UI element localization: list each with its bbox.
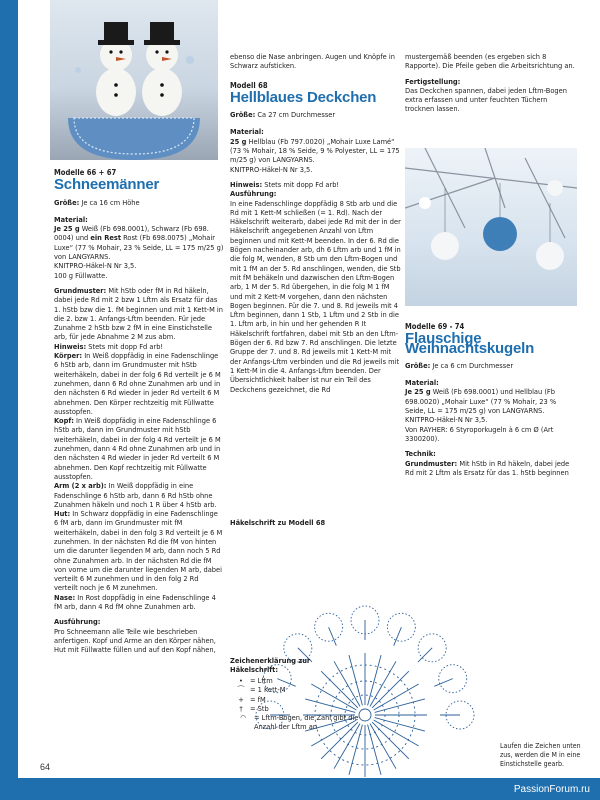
snowman-photo — [50, 0, 218, 160]
chart-stitch-stb — [434, 679, 452, 687]
model-label-68: Modell 68 — [230, 80, 268, 90]
legend-lftm: • = Lftm — [239, 676, 273, 685]
fertigstellung-68: Fertigstellung: Das Deckchen spannen, dabei jeden Lftm-Bogen extra erfassen und unter feuchten Tüchern trocknen lassen. — [405, 76, 567, 114]
legend-fm: + = fM — [238, 694, 266, 704]
technik-69-74: Technik: Grundmuster: Mit hStb in Rd häkeln, dabei jede Rd mit 2 Lftm als Ersatz für das 1. hStb beginnen — [405, 449, 570, 477]
grundmuster-66-67: Grundmuster: Mit hStb oder fM in Rd häkeln, dabei jede Rd mit 2 bzw 1 Lftm als Ersatz für das 1. hStb bzw die 1. fM beginnen und mit 1 Kett-M in die 2. bzw 1. Anfangs-Lftm beenden. Für jede Zunahme 2 hStb bzw 2 fM in eine Einstichstelle arb, für jede Abnahme 2 M zus abm. Hinweis: Stets mit dopp Fd arb! Körper: In Weiß doppfädig in eine Fadenschlinge 6 hStb arb, dann im Grundmuster mit hStb weiterhäkeln, dabei in der folg 6 Rd verteilt je 6 M zunehmen, dann 6 Rd ohne Zunahmen arb und in den nächsten 6 Rd wieder in jeder Rd verteilt 6 M abnehmen. Den Körper rechtzeitig mit Füllwatte ausstopfen. Kopf: In Weiß doppfädig in eine Fadenschlinge 6 hStb arb, dann im Grundmuster mit hStb weiterhäkeln, dabei in der folg 4 Rd verteilt je 6 M zunehmen, dann 4 Rd ohne Zunahmen arb und in den nächsten 4 Rd wieder in jeder Rd verteilt 6 M abnehmen. Den Kopf rechtzeitig mit Füllwatte ausstopfen. Arm (2 x arb): In Weiß doppfädig in eine Fadenschlinge 6 hStb arb, dann 6 Rd hStb ohne Zunahmen häkeln und noch 1 R über 4 hStb arb. Hut: In Schwarz doppfädig in eine Fadenschlinge 6 fM arb, dann im Grundmuster mit fM weiterhäkeln, dabei in den folg 3 Rd verteilt je 6 M zunehmen. In der nächsten Rd die fM von hinten um die darunter liegenden M arb, dann noch 5 Rd ohne Zunahmen arb. In der nächsten Rd die fM von vorne um die darunter liegenden M arb, dabei verteilt 6 M zunehmen und in den folg 2 Rd verteilt noch je 6 M zunehmen. Nase: In Rost doppfädig in eine Fadenschlinge 4 fM arb, dann 4 Rd fM ohne Zunahmen arb. — [54, 285, 223, 612]
chart-title: Häkelschrift zu Modell 68 — [230, 518, 326, 527]
title-hellblaues-deckchen: Hellblaues Deckchen — [230, 88, 377, 106]
chart-stitch-stb — [394, 627, 402, 645]
material-68: Material: 25 g Hellblau (Fb 797.0020) „Mohair Luxe Lamé“ (73 % Mohair, 18 % Seide, 9 % Polyester, LL = 175 m/25 g) von LANGYARNS. KNITPRO-Häkel-N Nr 3,5. — [230, 127, 400, 174]
legend-bogen: ◠ = Lftm-Bogen, die Zahl gibt die Anzahl der Lftm an — [240, 713, 359, 732]
material-69-74: Material: Je 25 g Weiß (Fb 698.0001) und Hellblau (Fb 698.0020) „Mohair Luxe“ (77 % Mohair, 23 % Seide, LL = 175 m/25 g) von LANGYARNS. KNITPRO-Häkel-N Nr 3,5. Von RAYHER: 6 Styroporkugeln à 6 cm Ø (Art 3300200). — [405, 378, 557, 443]
legend-stb: † = Stb — [239, 703, 269, 713]
chart-note: Laufen die Zeichen unten zus, werden die M in eine Einstichstelle gearb. — [500, 742, 581, 768]
hinweis-68: Hinweis: Stets mit dopp Fd arb! Ausführung: In eine Fadenschlinge doppfädig 8 Stb arb und die Rd mit 1 Kett-M schließen (= 1. Rd). Nach der Häkelschrift weiterarb, dabei jede Rd mit der in der Häkelschrift angegebenen Anzahl von Lftm beginnen und mit Kett-M beenden. In der 6. Rd die Bögen nacheinander arb, dh 6 Lftm arb und 1 fM in die folg M, wenden, 8 Stb um den Lftm-Bogen und mit 1 fM an der 5. Rd anschlingen, wenden, die Stb mit fM behäkeln und dazwischen den Lftm-Bogen arb, 1 M der 5. Rd übergehen, in die folg M 1 fM und mit 2 Kett-M vorgehen, dann den nächsten Bogen beginnen. Für die 7. und 8. Rd jeweils mit 4 Lftm beginnen, dann 1 Stb, 1 Lftm und 2 Stb in die 1. Lftm arb, in hin und her gehenden R It Häkelschrift fortfahren, dabei mit Stb an den Lftm-Bögen der 6. Rd bzw 7. Rd anschlingen. Die letzte Gruppe der 7. und 8. Rd jeweils mit 1 Kett-M mit der Anfangs-Lftm verbinden und die Rd jeweils mit 1 Kett-M in die 4. Anfangs-Lftm beenden. Der Übersichtlichkeit halber ist nur ein Teil des Deckchens gezeichnet, die Rd — [230, 179, 401, 394]
ornaments-illustration — [405, 148, 577, 306]
material-66-67: Material: Je 25 g Weiß (Fb 698.0001), Schwarz (Fb 698. 0004) und ein Rest Rost (Fb 698.0075) „Mohair Luxe“ (77 % Mohair, 23 % Seide, LL = 175 m/25 g) von LANGYARNS. KNITPRO-Häkel-N Nr 3,5. 100 g Füllwatte. — [54, 214, 224, 280]
size-66-67: Größe: Je ca 16 cm Höhe — [54, 197, 140, 207]
page-footer — [0, 778, 600, 800]
size-69-74: Größe: Je ca 6 cm Durchmesser — [405, 360, 514, 370]
ausfuehrung-66-67: Ausführung: Pro Schneemann alle Teile wie beschrieben anfertigen. Kopf und Arme an den Körper nähen, Hut mit Füllwatte füllen und auf den Kopf nähen, — [54, 617, 216, 655]
column-3 — [405, 52, 577, 117]
snowman-illustration — [50, 0, 218, 160]
legend-title: Zeichenerklärung zur Häkelschrift: — [230, 656, 311, 675]
legend-items — [232, 676, 412, 732]
chart-stitch-stb — [329, 627, 337, 645]
model-label-69-74: Modelle 69 - 74 — [405, 322, 465, 331]
chart-legend — [230, 656, 320, 675]
title-weihnachtskugeln: Flauschige Weihnachtskugeln — [405, 330, 535, 357]
ornaments-photo — [405, 148, 577, 306]
model-label-66-67: Modelle 66 + 67 — [54, 168, 117, 177]
page-number: 64 — [40, 762, 51, 772]
continuation-col3: mustergemäß beenden (es ergeben sich 8 Rapporte). Die Pfeile geben die Arbeitsrichtung an. — [405, 52, 575, 71]
column-2 — [230, 52, 402, 397]
title-schneemaenner: Schneemänner — [54, 176, 160, 194]
legend-kett-m: ⌒ = 1 Kett-M — [237, 685, 286, 695]
page-sidebar-stripe — [0, 0, 18, 800]
column-3-lower — [405, 322, 577, 480]
watermark: PassionForum.ru — [513, 784, 590, 795]
continuation-col2: ebenso die Nase anbringen. Augen und Knöpfe in Schwarz aufsticken. — [230, 52, 395, 71]
size-68: Größe: Ca 27 cm Durchmesser — [230, 110, 336, 120]
column-1 — [54, 168, 224, 658]
